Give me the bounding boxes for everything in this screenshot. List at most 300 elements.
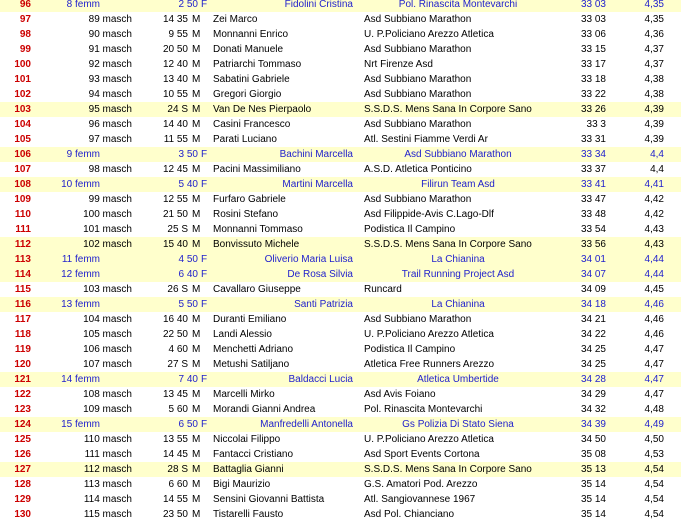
pace-cell: 4,42 xyxy=(644,194,664,205)
finish-time-cell: 33 47 xyxy=(580,194,606,205)
finish-time-cell: 34 21 xyxy=(580,314,606,325)
category-rank-cell: 115 masch xyxy=(83,509,132,520)
position-cell: 121 xyxy=(14,374,31,385)
table-row xyxy=(0,507,681,522)
position-cell: 127 xyxy=(14,464,31,475)
position-cell: 111 xyxy=(15,224,31,235)
athlete-name-cell: Donati Manuele xyxy=(213,44,284,55)
table-row xyxy=(0,12,681,27)
table-row xyxy=(0,252,681,267)
table-row xyxy=(0,192,681,207)
athlete-name-cell: Casini Francesco xyxy=(213,119,291,130)
pace-cell: 4,54 xyxy=(644,509,664,520)
athlete-name-cell: Martini Marcella xyxy=(282,179,353,190)
category-rank-cell: 97 masch xyxy=(88,134,132,145)
pace-cell: 4,47 xyxy=(644,374,664,385)
table-row xyxy=(0,207,681,222)
gender-cell: M xyxy=(192,284,201,295)
gender-cell: M xyxy=(192,119,201,130)
pace-cell: 4,47 xyxy=(644,389,664,400)
table-row xyxy=(0,477,681,492)
gender-cell: M xyxy=(192,224,201,235)
category-rank-cell: 12 femm xyxy=(61,269,100,280)
position-cell: 102 xyxy=(14,89,31,100)
table-row xyxy=(0,492,681,507)
athlete-name-cell: Oliverio Maria Luisa xyxy=(264,254,353,265)
category-rank-cell: 11 femm xyxy=(61,254,100,265)
table-row xyxy=(0,177,681,192)
position-cell: 97 xyxy=(19,14,31,25)
table-row xyxy=(0,417,681,432)
category-rank-cell: 96 masch xyxy=(88,119,132,130)
gender-cell: M xyxy=(192,59,201,70)
pace-cell: 4,37 xyxy=(644,44,664,55)
finish-time-cell: 33 03 xyxy=(580,14,606,25)
position-cell: 129 xyxy=(14,494,31,505)
finish-time-cell: 35 13 xyxy=(580,464,606,475)
finish-time-cell: 35 14 xyxy=(580,479,606,490)
gender-cell: F xyxy=(201,269,208,280)
pace-cell: 4,53 xyxy=(644,449,664,460)
gender-cell: M xyxy=(192,194,201,205)
table-row xyxy=(0,162,681,177)
position-cell: 130 xyxy=(14,509,31,520)
position-cell: 115 xyxy=(14,284,31,295)
pace-cell: 4,54 xyxy=(644,464,664,475)
club-cell: Asd Subbiano Marathon xyxy=(364,89,472,100)
age-group-cell: 16 40 xyxy=(162,314,188,325)
position-cell: 96 xyxy=(19,0,31,10)
age-group-cell: 26 S xyxy=(167,284,188,295)
club-cell: Asd Filippide-Avis C.Lago-Dlf xyxy=(364,209,494,220)
finish-time-cell: 33 41 xyxy=(580,179,606,190)
club-cell: La Chianina xyxy=(431,299,485,310)
age-group-cell: 5 60 xyxy=(168,404,188,415)
category-rank-cell: 109 masch xyxy=(83,404,132,415)
age-group-cell: 6 40 xyxy=(178,269,198,280)
club-cell: Filirun Team Asd xyxy=(421,179,495,190)
position-cell: 112 xyxy=(14,239,31,250)
gender-cell: M xyxy=(192,239,201,250)
pace-cell: 4,47 xyxy=(644,359,664,370)
club-cell: Asd Subbiano Marathon xyxy=(364,44,472,55)
athlete-name-cell: Santi Patrizia xyxy=(294,299,353,310)
gender-cell: M xyxy=(192,449,201,460)
age-group-cell: 13 45 xyxy=(162,389,188,400)
athlete-name-cell: Parati Luciano xyxy=(213,134,277,145)
finish-time-cell: 33 56 xyxy=(580,239,606,250)
athlete-name-cell: Rosini Stefano xyxy=(213,209,279,220)
age-group-cell: 5 40 xyxy=(178,179,198,190)
finish-time-cell: 34 32 xyxy=(580,404,606,415)
club-cell: Asd Subbiano Marathon xyxy=(364,74,472,85)
table-row xyxy=(0,102,681,117)
pace-cell: 4,39 xyxy=(644,134,664,145)
age-group-cell: 14 55 xyxy=(162,494,188,505)
category-rank-cell: 112 masch xyxy=(83,464,132,475)
age-group-cell: 14 40 xyxy=(162,119,188,130)
gender-cell: F xyxy=(201,419,208,430)
position-cell: 114 xyxy=(14,269,31,280)
category-rank-cell: 104 masch xyxy=(83,314,132,325)
finish-time-cell: 35 14 xyxy=(580,509,606,520)
finish-time-cell: 33 22 xyxy=(580,89,606,100)
table-row xyxy=(0,267,681,282)
pace-cell: 4,48 xyxy=(644,404,664,415)
category-rank-cell: 89 masch xyxy=(88,14,132,25)
pace-cell: 4,45 xyxy=(644,284,664,295)
table-row xyxy=(0,42,681,57)
club-cell: Asd Subbiano Marathon xyxy=(364,314,472,325)
club-cell: Nrt Firenze Asd xyxy=(364,59,433,70)
table-row xyxy=(0,447,681,462)
athlete-name-cell: Baldacci Lucia xyxy=(288,374,353,385)
club-cell: Runcard xyxy=(364,284,402,295)
category-rank-cell: 95 masch xyxy=(88,104,132,115)
position-cell: 101 xyxy=(14,74,31,85)
position-cell: 103 xyxy=(14,104,31,115)
category-rank-cell: 114 masch xyxy=(83,494,132,505)
finish-time-cell: 34 29 xyxy=(580,389,606,400)
age-group-cell: 15 40 xyxy=(162,239,188,250)
table-row xyxy=(0,27,681,42)
gender-cell: F xyxy=(201,0,208,10)
gender-cell: M xyxy=(192,404,201,415)
age-group-cell: 12 55 xyxy=(162,194,188,205)
pace-cell: 4,49 xyxy=(644,419,664,430)
position-cell: 117 xyxy=(14,314,31,325)
pace-cell: 4,42 xyxy=(644,209,664,220)
athlete-name-cell: Furfaro Gabriele xyxy=(213,194,286,205)
pace-cell: 4,46 xyxy=(644,314,664,325)
category-rank-cell: 110 masch xyxy=(83,434,132,445)
gender-cell: M xyxy=(192,479,201,490)
age-group-cell: 4 50 xyxy=(178,254,198,265)
athlete-name-cell: Tistarelli Fausto xyxy=(213,509,284,520)
club-cell: La Chianina xyxy=(431,254,485,265)
gender-cell: F xyxy=(201,299,208,310)
table-row xyxy=(0,222,681,237)
gender-cell: M xyxy=(192,89,201,100)
position-cell: 104 xyxy=(14,119,31,130)
pace-cell: 4,46 xyxy=(644,299,664,310)
age-group-cell: 14 45 xyxy=(162,449,188,460)
age-group-cell: 11 55 xyxy=(163,134,188,145)
gender-cell: F xyxy=(201,374,208,385)
age-group-cell: 6 50 xyxy=(178,419,198,430)
gender-cell: M xyxy=(192,329,201,340)
finish-time-cell: 33 03 xyxy=(580,0,606,10)
club-cell: A.S.D. Atletica Ponticino xyxy=(364,164,472,175)
finish-time-cell: 35 14 xyxy=(580,494,606,505)
gender-cell: M xyxy=(192,509,201,520)
category-rank-cell: 91 masch xyxy=(88,44,132,55)
club-cell: Asd Subbiano Marathon xyxy=(364,119,472,130)
position-cell: 113 xyxy=(14,254,31,265)
pace-cell: 4,43 xyxy=(644,239,664,250)
finish-time-cell: 33 15 xyxy=(580,44,606,55)
position-cell: 98 xyxy=(19,29,31,40)
position-cell: 123 xyxy=(14,404,31,415)
position-cell: 106 xyxy=(14,149,31,160)
athlete-name-cell: Pacini Massimiliano xyxy=(213,164,301,175)
athlete-name-cell: Patriarchi Tommaso xyxy=(213,59,302,70)
gender-cell: M xyxy=(192,344,201,355)
age-group-cell: 4 60 xyxy=(168,344,188,355)
age-group-cell: 2 50 xyxy=(178,0,198,10)
category-rank-cell: 94 masch xyxy=(88,89,132,100)
club-cell: Atletica Umbertide xyxy=(417,374,499,385)
athlete-name-cell: Duranti Emiliano xyxy=(213,314,287,325)
athlete-name-cell: Bonvissuto Michele xyxy=(213,239,300,250)
club-cell: G.S. Amatori Pod. Arezzo xyxy=(364,479,478,490)
finish-time-cell: 33 18 xyxy=(580,74,606,85)
position-cell: 99 xyxy=(19,44,31,55)
position-cell: 118 xyxy=(14,329,31,340)
athlete-name-cell: Bigi Maurizio xyxy=(213,479,271,490)
finish-time-cell: 34 07 xyxy=(580,269,606,280)
club-cell: Trail Running Project Asd xyxy=(401,269,515,280)
club-cell: Atl. Sestini Fiamme Verdi Ar xyxy=(364,134,488,145)
pace-cell: 4,36 xyxy=(644,29,664,40)
athlete-name-cell: Gregori Giorgio xyxy=(213,89,282,100)
finish-time-cell: 33 06 xyxy=(580,29,606,40)
gender-cell: M xyxy=(192,209,201,220)
category-rank-cell: 107 masch xyxy=(83,359,132,370)
club-cell: Atl. Sangiovannese 1967 xyxy=(364,494,476,505)
table-row xyxy=(0,372,681,387)
table-row xyxy=(0,0,681,12)
club-cell: S.S.D.S. Mens Sana In Corpore Sano xyxy=(364,104,532,115)
position-cell: 125 xyxy=(14,434,31,445)
table-row xyxy=(0,147,681,162)
category-rank-cell: 103 masch xyxy=(83,284,132,295)
age-group-cell: 12 40 xyxy=(162,59,188,70)
finish-time-cell: 33 17 xyxy=(580,59,606,70)
club-cell: U. P.Policiano Arezzo Atletica xyxy=(364,434,494,445)
gender-cell: M xyxy=(192,434,201,445)
table-row xyxy=(0,357,681,372)
age-group-cell: 12 45 xyxy=(162,164,188,175)
pace-cell: 4,46 xyxy=(644,329,664,340)
table-row xyxy=(0,297,681,312)
pace-cell: 4,43 xyxy=(644,224,664,235)
position-cell: 110 xyxy=(14,209,31,220)
finish-time-cell: 33 31 xyxy=(580,134,606,145)
club-cell: Pol. Rinascita Montevarchi xyxy=(398,0,518,10)
position-cell: 119 xyxy=(14,344,31,355)
age-group-cell: 21 50 xyxy=(162,209,188,220)
athlete-name-cell: Landi Alessio xyxy=(213,329,272,340)
pace-cell: 4,54 xyxy=(644,479,664,490)
finish-time-cell: 33 48 xyxy=(580,209,606,220)
finish-time-cell: 34 09 xyxy=(580,284,606,295)
table-row xyxy=(0,132,681,147)
pace-cell: 4,41 xyxy=(644,179,664,190)
athlete-name-cell: Bachini Marcella xyxy=(279,149,353,160)
gender-cell: M xyxy=(192,74,201,85)
athlete-name-cell: Morandi Gianni Andrea xyxy=(213,404,316,415)
position-cell: 122 xyxy=(14,389,31,400)
gender-cell: M xyxy=(192,44,201,55)
athlete-name-cell: De Rosa Silvia xyxy=(287,269,353,280)
pace-cell: 4,38 xyxy=(644,89,664,100)
club-cell: Asd Subbiano Marathon xyxy=(404,149,512,160)
finish-time-cell: 34 25 xyxy=(580,344,606,355)
age-group-cell: 6 60 xyxy=(168,479,188,490)
athlete-name-cell: Manfredelli Antonella xyxy=(260,419,353,430)
athlete-name-cell: Metushi Satiljano xyxy=(213,359,290,370)
athlete-name-cell: Cavallaro Giuseppe xyxy=(213,284,301,295)
table-row xyxy=(0,387,681,402)
age-group-cell: 14 35 xyxy=(162,14,188,25)
position-cell: 109 xyxy=(14,194,31,205)
category-rank-cell: 99 masch xyxy=(88,194,132,205)
category-rank-cell: 90 masch xyxy=(88,29,132,40)
pace-cell: 4,35 xyxy=(644,0,664,10)
position-cell: 100 xyxy=(14,59,31,70)
club-cell: Gs Polizia Di Stato Siena xyxy=(402,419,514,430)
athlete-name-cell: Sensini Giovanni Battista xyxy=(213,494,325,505)
club-cell: Asd Subbiano Marathon xyxy=(364,194,472,205)
position-cell: 107 xyxy=(14,164,31,175)
gender-cell: F xyxy=(201,254,208,265)
category-rank-cell: 111 masch xyxy=(84,449,132,460)
gender-cell: M xyxy=(192,314,201,325)
pace-cell: 4,39 xyxy=(644,104,664,115)
table-row xyxy=(0,282,681,297)
age-group-cell: 20 50 xyxy=(162,44,188,55)
pace-cell: 4,37 xyxy=(644,59,664,70)
age-group-cell: 10 55 xyxy=(162,89,188,100)
club-cell: U. P.Policiano Arezzo Atletica xyxy=(364,29,494,40)
pace-cell: 4,35 xyxy=(644,14,664,25)
category-rank-cell: 101 masch xyxy=(83,224,132,235)
finish-time-cell: 33 37 xyxy=(580,164,606,175)
category-rank-cell: 113 masch xyxy=(83,479,132,490)
age-group-cell: 9 55 xyxy=(168,29,188,40)
category-rank-cell: 14 femm xyxy=(61,374,100,385)
position-cell: 105 xyxy=(14,134,31,145)
table-row xyxy=(0,57,681,72)
position-cell: 128 xyxy=(14,479,31,490)
age-group-cell: 5 50 xyxy=(178,299,198,310)
age-group-cell: 27 S xyxy=(167,359,188,370)
gender-cell: M xyxy=(192,464,201,475)
athlete-name-cell: Zei Marco xyxy=(213,14,258,25)
finish-time-cell: 34 18 xyxy=(580,299,606,310)
pace-cell: 4,47 xyxy=(644,344,664,355)
finish-time-cell: 33 26 xyxy=(580,104,606,115)
finish-time-cell: 34 25 xyxy=(580,359,606,370)
position-cell: 124 xyxy=(14,419,31,430)
athlete-name-cell: Monnanni Enrico xyxy=(213,29,289,40)
finish-time-cell: 34 39 xyxy=(580,419,606,430)
club-cell: Atletica Free Runners Arezzo xyxy=(364,359,495,370)
category-rank-cell: 92 masch xyxy=(88,59,132,70)
pace-cell: 4,44 xyxy=(644,269,664,280)
age-group-cell: 3 50 xyxy=(178,149,198,160)
finish-time-cell: 33 54 xyxy=(580,224,606,235)
club-cell: Asd Subbiano Marathon xyxy=(364,14,472,25)
athlete-name-cell: Fidolini Cristina xyxy=(284,0,353,10)
category-rank-cell: 106 masch xyxy=(83,344,132,355)
pace-cell: 4,4 xyxy=(650,164,664,175)
pace-cell: 4,39 xyxy=(644,119,664,130)
club-cell: U. P.Policiano Arezzo Atletica xyxy=(364,329,494,340)
position-cell: 108 xyxy=(14,179,31,190)
table-row xyxy=(0,327,681,342)
table-row xyxy=(0,117,681,132)
category-rank-cell: 10 femm xyxy=(61,179,100,190)
table-row xyxy=(0,432,681,447)
table-row xyxy=(0,72,681,87)
athlete-name-cell: Monnanni Tommaso xyxy=(213,224,303,235)
finish-time-cell: 35 08 xyxy=(580,449,606,460)
table-row xyxy=(0,402,681,417)
age-group-cell: 7 40 xyxy=(178,374,198,385)
gender-cell: M xyxy=(192,494,201,505)
athlete-name-cell: Menchetti Adriano xyxy=(213,344,294,355)
pace-cell: 4,54 xyxy=(644,494,664,505)
table-row xyxy=(0,462,681,477)
finish-time-cell: 34 50 xyxy=(580,434,606,445)
category-rank-cell: 98 masch xyxy=(88,164,132,175)
athlete-name-cell: Marcelli Mirko xyxy=(213,389,275,400)
athlete-name-cell: Sabatini Gabriele xyxy=(213,74,290,85)
gender-cell: M xyxy=(192,14,201,25)
club-cell: Pol. Rinascita Montevarchi xyxy=(364,404,483,415)
athlete-name-cell: Niccolai Filippo xyxy=(213,434,281,445)
category-rank-cell: 15 femm xyxy=(61,419,100,430)
athlete-name-cell: Van De Nes Pierpaolo xyxy=(213,104,312,115)
finish-time-cell: 33 34 xyxy=(580,149,606,160)
club-cell: Asd Avis Foiano xyxy=(364,389,436,400)
age-group-cell: 28 S xyxy=(167,464,188,475)
gender-cell: M xyxy=(192,134,201,145)
table-row xyxy=(0,87,681,102)
gender-cell: M xyxy=(192,359,201,370)
category-rank-cell: 105 masch xyxy=(83,329,132,340)
age-group-cell: 22 50 xyxy=(162,329,188,340)
athlete-name-cell: Battaglia Gianni xyxy=(213,464,284,475)
club-cell: Podistica Il Campino xyxy=(364,224,456,235)
category-rank-cell: 9 femm xyxy=(66,149,100,160)
gender-cell: M xyxy=(192,164,201,175)
category-rank-cell: 100 masch xyxy=(83,209,132,220)
age-group-cell: 13 40 xyxy=(162,74,188,85)
position-cell: 126 xyxy=(14,449,31,460)
gender-cell: F xyxy=(201,149,208,160)
gender-cell: M xyxy=(192,104,201,115)
position-cell: 116 xyxy=(14,299,31,310)
table-row xyxy=(0,342,681,357)
pace-cell: 4,50 xyxy=(644,434,664,445)
category-rank-cell: 8 femm xyxy=(66,0,100,10)
age-group-cell: 24 S xyxy=(167,104,188,115)
finish-time-cell: 34 01 xyxy=(580,254,606,265)
table-row xyxy=(0,312,681,327)
athlete-name-cell: Fantacci Cristiano xyxy=(213,449,294,460)
club-cell: Asd Sport Events Cortona xyxy=(364,449,480,460)
club-cell: Podistica Il Campino xyxy=(364,344,456,355)
category-rank-cell: 13 femm xyxy=(61,299,100,310)
club-cell: Asd Pol. Chianciano xyxy=(364,509,455,520)
position-cell: 120 xyxy=(14,359,31,370)
club-cell: S.S.D.S. Mens Sana In Corpore Sano xyxy=(364,464,532,475)
gender-cell: M xyxy=(192,29,201,40)
table-row xyxy=(0,237,681,252)
